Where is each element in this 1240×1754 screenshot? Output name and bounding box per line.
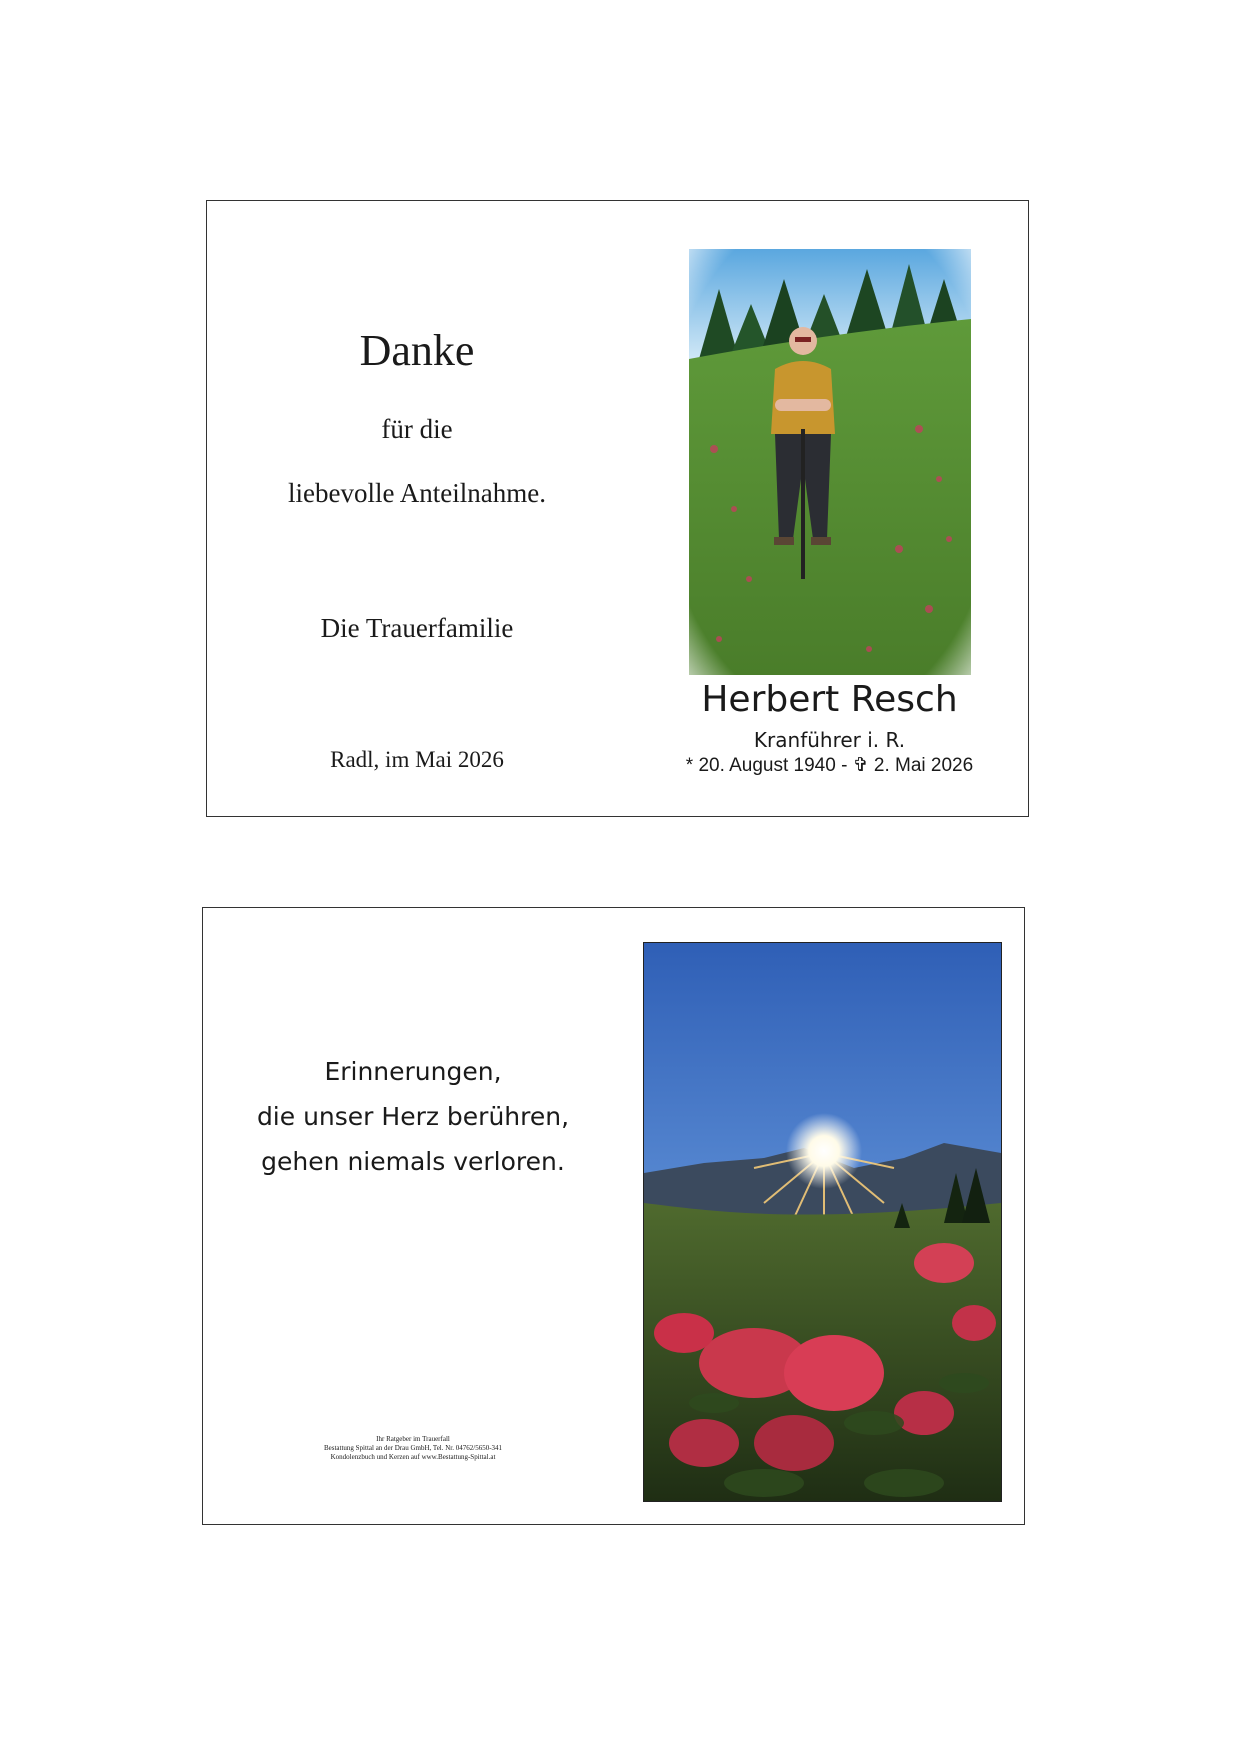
thanks-line-1: für die xyxy=(381,414,453,444)
funeral-home-imprint xyxy=(263,1435,563,1462)
portrait-photo xyxy=(689,249,971,675)
thanks-line-2: liebevolle Anteilnahme. xyxy=(288,478,546,508)
place-date: Radl, im Mai 2026 xyxy=(330,747,504,772)
birth-date: * 20. August 1940 xyxy=(685,755,836,776)
life-dates xyxy=(657,754,1002,777)
imprint-line-2: Bestattung Spittal an der Drau GmbH, Tel. Nr. 04762/5650-341 xyxy=(323,1444,503,1452)
family-signature: Die Trauerfamilie xyxy=(320,613,514,643)
verse-line-3: gehen niemals verloren. xyxy=(261,1147,565,1176)
memory-card xyxy=(202,907,1025,1525)
imprint-line-1: Ihr Ratgeber im Trauerfall xyxy=(376,1435,450,1443)
death-date: ✞ 2. Mai 2026 xyxy=(852,755,974,776)
deceased-name: Herbert Resch xyxy=(701,679,958,720)
date-separator: - xyxy=(835,755,853,776)
imprint-line-3: Kondolenzbuch und Kerzen auf www.Bestattung-Spittal.at xyxy=(330,1453,496,1461)
occupation: Kranführer i. R. xyxy=(753,728,906,752)
thanks-card xyxy=(206,200,1029,817)
sunset-flowers-photo xyxy=(643,942,1002,1502)
thanks-heading: Danke xyxy=(359,326,475,375)
verse-line-2: die unser Herz berühren, xyxy=(256,1102,570,1131)
verse-line-1: Erinnerungen, xyxy=(324,1057,502,1086)
